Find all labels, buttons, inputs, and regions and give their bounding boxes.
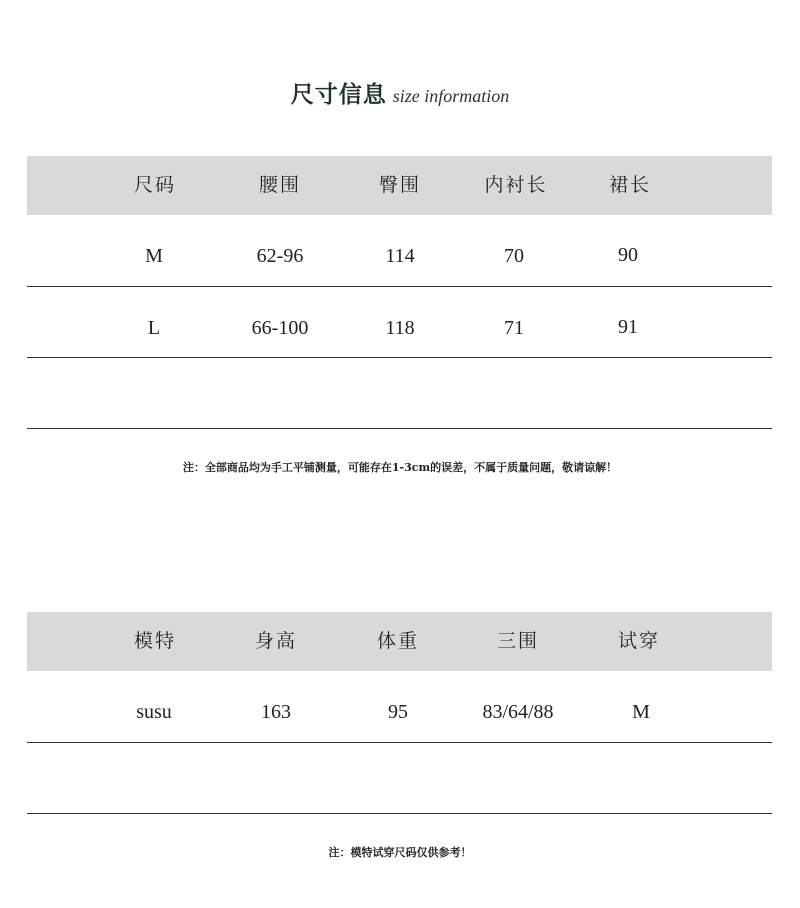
cell-weight: 95 [388,701,408,723]
model-table-header [27,612,772,671]
header-model: 模特 [133,630,177,652]
header-measurements: 三围 [496,630,540,652]
table-row [27,671,772,743]
cell-waist: 66-100 [251,317,309,339]
size-table-header [27,156,772,215]
title-chinese: 尺寸信息 [290,81,387,108]
cell-lining-length: 70 [504,245,524,267]
cell-hip: 118 [385,317,415,339]
model-note: 注：模特试穿尺码仅供参考！ [328,846,472,859]
title-english: size information [392,86,510,106]
header-hip: 臀围 [378,174,422,196]
cell-lining-length: 71 [504,317,524,339]
cell-waist: 62-96 [256,245,304,267]
cell-size: L [147,317,161,339]
header-try-on-size: 试穿 [617,630,661,652]
table-row-empty [27,358,772,429]
table-row [27,287,772,358]
cell-size: M [145,245,163,267]
cell-model: susu [136,701,172,723]
cell-measurements: 83/64/88 [482,701,554,723]
size-note: 注：全部商品均为手工平铺测量，可能存在1-3cm的误差，不属于质量问题，敬请谅解！ [182,461,618,474]
table-row [27,215,772,287]
header-size: 尺码 [133,174,177,196]
cell-hip: 114 [385,245,415,267]
header-weight: 体重 [376,630,420,652]
header-waist: 腰围 [258,174,302,196]
cell-try-on-size: M [632,701,650,723]
cell-skirt-length: 91 [618,316,638,338]
header-lining-length: 内衬长 [484,174,548,196]
model-table [27,612,772,814]
cell-skirt-length: 90 [618,244,638,266]
table-row-empty [27,743,772,814]
size-table [27,156,772,429]
header-skirt-length: 裙长 [608,174,652,196]
header-height: 身高 [254,630,298,652]
page-title [0,76,800,109]
cell-height: 163 [261,701,291,723]
